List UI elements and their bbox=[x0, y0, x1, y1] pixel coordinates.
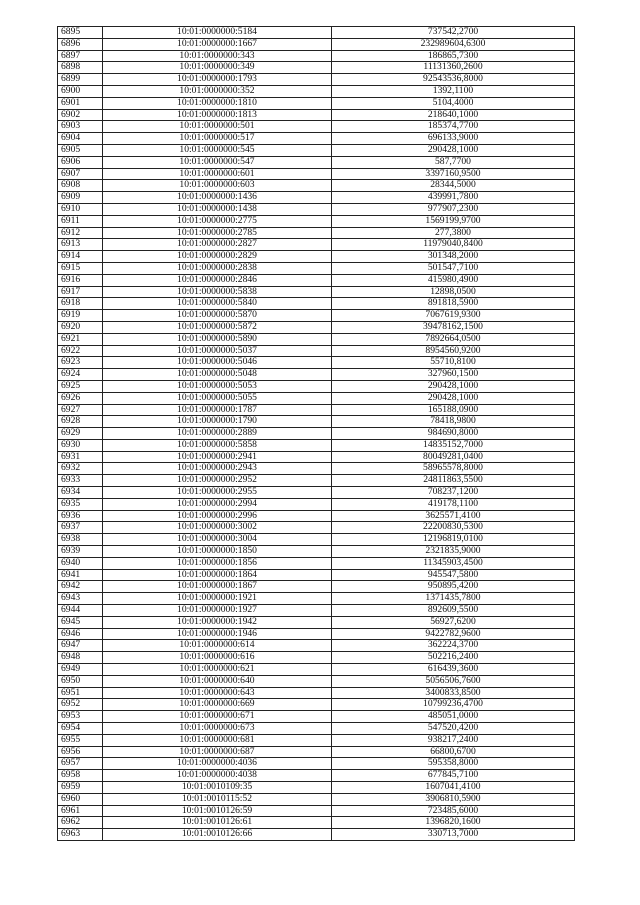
table-row bbox=[58, 711, 575, 723]
table-row bbox=[58, 664, 575, 676]
cadastral-number-cell: 10:01:0000000:547 bbox=[103, 156, 332, 168]
row-number-cell: 6961 bbox=[58, 805, 103, 817]
cadastral-value-cell: 945547,5800 bbox=[332, 569, 575, 581]
cadastral-value-cell: 78418,9800 bbox=[332, 416, 575, 428]
cadastral-number-cell: 10:01:0000000:603 bbox=[103, 180, 332, 192]
cadastral-value-cell: 1396820,1600 bbox=[332, 817, 575, 829]
row-number-cell: 6903 bbox=[58, 121, 103, 133]
row-number-cell: 6910 bbox=[58, 203, 103, 215]
row-number-cell: 6962 bbox=[58, 817, 103, 829]
table-row bbox=[58, 286, 575, 298]
cadastral-value-cell: 977907,2300 bbox=[332, 203, 575, 215]
table-row bbox=[58, 829, 575, 841]
cadastral-number-cell: 10:01:0000000:640 bbox=[103, 675, 332, 687]
cadastral-value-cell: 185374,7700 bbox=[332, 121, 575, 133]
row-number-cell: 6919 bbox=[58, 310, 103, 322]
row-number-cell: 6907 bbox=[58, 168, 103, 180]
row-number-cell: 6963 bbox=[58, 829, 103, 841]
table-row bbox=[58, 498, 575, 510]
table-row bbox=[58, 770, 575, 782]
cadastral-value-cell: 485051,0000 bbox=[332, 711, 575, 723]
table-row bbox=[58, 782, 575, 794]
cadastral-value-cell: 12898,0500 bbox=[332, 286, 575, 298]
cadastral-number-cell: 10:01:0000000:673 bbox=[103, 723, 332, 735]
cadastral-number-cell: 10:01:0000000:501 bbox=[103, 121, 332, 133]
table-row bbox=[58, 805, 575, 817]
cadastral-value-cell: 290428,1000 bbox=[332, 144, 575, 156]
cadastral-number-cell: 10:01:0000000:1438 bbox=[103, 203, 332, 215]
table-row bbox=[58, 345, 575, 357]
cadastral-number-cell: 10:01:0000000:1810 bbox=[103, 97, 332, 109]
row-number-cell: 6898 bbox=[58, 62, 103, 74]
cadastral-value-cell: 501547,7100 bbox=[332, 262, 575, 274]
row-number-cell: 6956 bbox=[58, 746, 103, 758]
table-row bbox=[58, 605, 575, 617]
row-number-cell: 6917 bbox=[58, 286, 103, 298]
table-row bbox=[58, 451, 575, 463]
cadastral-value-cell: 677845,7100 bbox=[332, 770, 575, 782]
row-number-cell: 6930 bbox=[58, 439, 103, 451]
cadastral-number-cell: 10:01:0000000:2952 bbox=[103, 475, 332, 487]
cadastral-value-cell: 8954560,9200 bbox=[332, 345, 575, 357]
row-number-cell: 6960 bbox=[58, 793, 103, 805]
cadastral-value-cell: 587,7700 bbox=[332, 156, 575, 168]
table-row bbox=[58, 180, 575, 192]
table-row bbox=[58, 85, 575, 97]
row-number-cell: 6924 bbox=[58, 369, 103, 381]
row-number-cell: 6906 bbox=[58, 156, 103, 168]
row-number-cell: 6948 bbox=[58, 652, 103, 664]
table-row bbox=[58, 156, 575, 168]
cadastral-value-cell: 616439,3600 bbox=[332, 664, 575, 676]
table-row bbox=[58, 380, 575, 392]
table-row bbox=[58, 74, 575, 86]
cadastral-number-cell: 10:01:0000000:687 bbox=[103, 746, 332, 758]
table-row bbox=[58, 298, 575, 310]
table-row bbox=[58, 793, 575, 805]
cadastral-number-cell: 10:01:0000000:1667 bbox=[103, 38, 332, 50]
cadastral-number-cell: 10:01:0000000:601 bbox=[103, 168, 332, 180]
row-number-cell: 6918 bbox=[58, 298, 103, 310]
table-row bbox=[58, 404, 575, 416]
table-row bbox=[58, 203, 575, 215]
cadastral-value-cell: 66800,6700 bbox=[332, 746, 575, 758]
cadastral-number-cell: 10:01:0000000:3004 bbox=[103, 534, 332, 546]
row-number-cell: 6914 bbox=[58, 251, 103, 263]
cadastral-number-cell: 10:01:0000000:5838 bbox=[103, 286, 332, 298]
cadastral-value-cell: 92543536,8000 bbox=[332, 74, 575, 86]
table-row bbox=[58, 321, 575, 333]
row-number-cell: 6943 bbox=[58, 593, 103, 605]
table-row bbox=[58, 215, 575, 227]
table-row bbox=[58, 27, 575, 39]
row-number-cell: 6922 bbox=[58, 345, 103, 357]
row-number-cell: 6896 bbox=[58, 38, 103, 50]
cadastral-number-cell: 10:01:0000000:5890 bbox=[103, 333, 332, 345]
cadastral-value-cell: 1569199,9700 bbox=[332, 215, 575, 227]
row-number-cell: 6899 bbox=[58, 74, 103, 86]
cadastral-number-cell: 10:01:0000000:349 bbox=[103, 62, 332, 74]
row-number-cell: 6954 bbox=[58, 723, 103, 735]
cadastral-value-cell: 950895,4200 bbox=[332, 581, 575, 593]
cadastral-value-cell: 290428,1000 bbox=[332, 392, 575, 404]
table-row bbox=[58, 616, 575, 628]
row-number-cell: 6909 bbox=[58, 192, 103, 204]
cadastral-value-cell: 56927,6200 bbox=[332, 616, 575, 628]
table-row bbox=[58, 121, 575, 133]
cadastral-value-cell: 1392,1100 bbox=[332, 85, 575, 97]
row-number-cell: 6934 bbox=[58, 487, 103, 499]
cadastral-value-cell: 330713,7000 bbox=[332, 829, 575, 841]
cadastral-value-cell: 3625571,4100 bbox=[332, 510, 575, 522]
cadastral-number-cell: 10:01:0000000:5055 bbox=[103, 392, 332, 404]
row-number-cell: 6928 bbox=[58, 416, 103, 428]
cadastral-value-cell: 55710,8100 bbox=[332, 357, 575, 369]
cadastral-number-cell: 10:01:0000000:621 bbox=[103, 664, 332, 676]
row-number-cell: 6957 bbox=[58, 758, 103, 770]
cadastral-value-cell: 7892664,0500 bbox=[332, 333, 575, 345]
row-number-cell: 6897 bbox=[58, 50, 103, 62]
cadastral-value-cell: 9422782,9600 bbox=[332, 628, 575, 640]
cadastral-number-cell: 10:01:0000000:671 bbox=[103, 711, 332, 723]
cadastral-value-cell: 439991,7800 bbox=[332, 192, 575, 204]
cadastral-number-cell: 10:01:0000000:5872 bbox=[103, 321, 332, 333]
cadastral-number-cell: 10:01:0000000:4038 bbox=[103, 770, 332, 782]
cadastral-number-cell: 10:01:0000000:1856 bbox=[103, 557, 332, 569]
cadastral-number-cell: 10:01:0000000:1790 bbox=[103, 416, 332, 428]
cadastral-number-cell: 10:01:0000000:4036 bbox=[103, 758, 332, 770]
table-row bbox=[58, 569, 575, 581]
cadastral-value-cell: 419178,1100 bbox=[332, 498, 575, 510]
table-row bbox=[58, 699, 575, 711]
cadastral-number-cell: 10:01:0000000:1927 bbox=[103, 605, 332, 617]
row-number-cell: 6912 bbox=[58, 227, 103, 239]
row-number-cell: 6939 bbox=[58, 546, 103, 558]
table-body bbox=[58, 27, 575, 841]
table-row bbox=[58, 310, 575, 322]
row-number-cell: 6933 bbox=[58, 475, 103, 487]
cadastral-number-cell: 10:01:0000000:2994 bbox=[103, 498, 332, 510]
table-row bbox=[58, 734, 575, 746]
row-number-cell: 6926 bbox=[58, 392, 103, 404]
table-row bbox=[58, 439, 575, 451]
cadastral-number-cell: 10:01:0000000:5048 bbox=[103, 369, 332, 381]
table-row bbox=[58, 62, 575, 74]
row-number-cell: 6927 bbox=[58, 404, 103, 416]
cadastral-number-cell: 10:01:0000000:1942 bbox=[103, 616, 332, 628]
cadastral-number-cell: 10:01:0000000:1867 bbox=[103, 581, 332, 593]
row-number-cell: 6958 bbox=[58, 770, 103, 782]
cadastral-number-cell: 10:01:0000000:643 bbox=[103, 687, 332, 699]
row-number-cell: 6952 bbox=[58, 699, 103, 711]
row-number-cell: 6945 bbox=[58, 616, 103, 628]
row-number-cell: 6905 bbox=[58, 144, 103, 156]
cadastral-value-cell: 547520,4200 bbox=[332, 723, 575, 735]
cadastral-value-cell: 11979040,8400 bbox=[332, 239, 575, 251]
table-row bbox=[58, 640, 575, 652]
table-row bbox=[58, 487, 575, 499]
cadastral-value-cell: 362224,3700 bbox=[332, 640, 575, 652]
table-row bbox=[58, 628, 575, 640]
cadastral-number-cell: 10:01:0000000:517 bbox=[103, 133, 332, 145]
table-row bbox=[58, 723, 575, 735]
row-number-cell: 6923 bbox=[58, 357, 103, 369]
cadastral-number-cell: 10:01:0010115:52 bbox=[103, 793, 332, 805]
cadastral-value-cell: 984690,8000 bbox=[332, 428, 575, 440]
row-number-cell: 6929 bbox=[58, 428, 103, 440]
table-row bbox=[58, 192, 575, 204]
table-row bbox=[58, 475, 575, 487]
row-number-cell: 6942 bbox=[58, 581, 103, 593]
cadastral-value-cell: 39478162,1500 bbox=[332, 321, 575, 333]
cadastral-value-cell: 595358,8000 bbox=[332, 758, 575, 770]
cadastral-value-cell: 12196819,0100 bbox=[332, 534, 575, 546]
cadastral-number-cell: 10:01:0000000:5053 bbox=[103, 380, 332, 392]
row-number-cell: 6895 bbox=[58, 27, 103, 39]
cadastral-value-table bbox=[57, 26, 575, 841]
table-row bbox=[58, 758, 575, 770]
table-row bbox=[58, 227, 575, 239]
cadastral-number-cell: 10:01:0010126:59 bbox=[103, 805, 332, 817]
cadastral-number-cell: 10:01:0000000:5037 bbox=[103, 345, 332, 357]
cadastral-number-cell: 10:01:0000000:2943 bbox=[103, 463, 332, 475]
table-row bbox=[58, 133, 575, 145]
cadastral-value-cell: 696133,9000 bbox=[332, 133, 575, 145]
cadastral-value-cell: 7067619,9300 bbox=[332, 310, 575, 322]
table-row bbox=[58, 369, 575, 381]
cadastral-number-cell: 10:01:0000000:2785 bbox=[103, 227, 332, 239]
cadastral-value-cell: 1371435,7800 bbox=[332, 593, 575, 605]
row-number-cell: 6925 bbox=[58, 380, 103, 392]
cadastral-number-cell: 10:01:0000000:2846 bbox=[103, 274, 332, 286]
cadastral-value-cell: 3397160,9500 bbox=[332, 168, 575, 180]
table-row bbox=[58, 675, 575, 687]
cadastral-number-cell: 10:01:0000000:2955 bbox=[103, 487, 332, 499]
cadastral-number-cell: 10:01:0000000:1946 bbox=[103, 628, 332, 640]
table-row bbox=[58, 392, 575, 404]
cadastral-number-cell: 10:01:0000000:3002 bbox=[103, 522, 332, 534]
table-row bbox=[58, 546, 575, 558]
row-number-cell: 6900 bbox=[58, 85, 103, 97]
cadastral-number-cell: 10:01:0000000:1813 bbox=[103, 109, 332, 121]
cadastral-value-cell: 2321835,9000 bbox=[332, 546, 575, 558]
table-row bbox=[58, 522, 575, 534]
cadastral-value-cell: 708237,1200 bbox=[332, 487, 575, 499]
row-number-cell: 6950 bbox=[58, 675, 103, 687]
cadastral-number-cell: 10:01:0000000:2838 bbox=[103, 262, 332, 274]
cadastral-number-cell: 10:01:0000000:1436 bbox=[103, 192, 332, 204]
cadastral-number-cell: 10:01:0000000:1787 bbox=[103, 404, 332, 416]
table-row bbox=[58, 97, 575, 109]
cadastral-number-cell: 10:01:0000000:1864 bbox=[103, 569, 332, 581]
table-row bbox=[58, 557, 575, 569]
row-number-cell: 6921 bbox=[58, 333, 103, 345]
cadastral-value-cell: 165188,0900 bbox=[332, 404, 575, 416]
cadastral-number-cell: 10:01:0000000:545 bbox=[103, 144, 332, 156]
row-number-cell: 6944 bbox=[58, 605, 103, 617]
cadastral-number-cell: 10:01:0000000:614 bbox=[103, 640, 332, 652]
table-row bbox=[58, 109, 575, 121]
cadastral-value-cell: 14835152,7000 bbox=[332, 439, 575, 451]
cadastral-value-cell: 277,3800 bbox=[332, 227, 575, 239]
row-number-cell: 6935 bbox=[58, 498, 103, 510]
row-number-cell: 6908 bbox=[58, 180, 103, 192]
row-number-cell: 6931 bbox=[58, 451, 103, 463]
cadastral-value-cell: 5056506,7600 bbox=[332, 675, 575, 687]
row-number-cell: 6937 bbox=[58, 522, 103, 534]
row-number-cell: 6936 bbox=[58, 510, 103, 522]
cadastral-number-cell: 10:01:0000000:5046 bbox=[103, 357, 332, 369]
cadastral-value-cell: 892609,5500 bbox=[332, 605, 575, 617]
cadastral-number-cell: 10:01:0000000:5858 bbox=[103, 439, 332, 451]
cadastral-value-cell: 218640,1000 bbox=[332, 109, 575, 121]
row-number-cell: 6941 bbox=[58, 569, 103, 581]
cadastral-number-cell: 10:01:0000000:616 bbox=[103, 652, 332, 664]
cadastral-value-cell: 290428,1000 bbox=[332, 380, 575, 392]
cadastral-value-cell: 28344,5000 bbox=[332, 180, 575, 192]
table-row bbox=[58, 416, 575, 428]
row-number-cell: 6901 bbox=[58, 97, 103, 109]
cadastral-value-cell: 11131360,2600 bbox=[332, 62, 575, 74]
cadastral-value-cell: 1607041,4100 bbox=[332, 782, 575, 794]
table-row bbox=[58, 333, 575, 345]
row-number-cell: 6955 bbox=[58, 734, 103, 746]
cadastral-number-cell: 10:01:0000000:5184 bbox=[103, 27, 332, 39]
cadastral-value-cell: 11345903,4500 bbox=[332, 557, 575, 569]
row-number-cell: 6902 bbox=[58, 109, 103, 121]
cadastral-number-cell: 10:01:0000000:2889 bbox=[103, 428, 332, 440]
cadastral-value-cell: 938217,2400 bbox=[332, 734, 575, 746]
row-number-cell: 6951 bbox=[58, 687, 103, 699]
cadastral-number-cell: 10:01:0000000:1850 bbox=[103, 546, 332, 558]
cadastral-value-cell: 415980,4900 bbox=[332, 274, 575, 286]
table-row bbox=[58, 262, 575, 274]
table-row bbox=[58, 687, 575, 699]
cadastral-value-cell: 3906810,5900 bbox=[332, 793, 575, 805]
row-number-cell: 6904 bbox=[58, 133, 103, 145]
cadastral-number-cell: 10:01:0000000:1793 bbox=[103, 74, 332, 86]
cadastral-value-cell: 737542,2700 bbox=[332, 27, 575, 39]
row-number-cell: 6911 bbox=[58, 215, 103, 227]
cadastral-number-cell: 10:01:0000000:5870 bbox=[103, 310, 332, 322]
cadastral-value-cell: 232989604,6300 bbox=[332, 38, 575, 50]
cadastral-value-cell: 723485,6000 bbox=[332, 805, 575, 817]
cadastral-value-cell: 5104,4000 bbox=[332, 97, 575, 109]
cadastral-number-cell: 10:01:0000000:2829 bbox=[103, 251, 332, 263]
cadastral-number-cell: 10:01:0010126:66 bbox=[103, 829, 332, 841]
cadastral-value-cell: 58965578,8000 bbox=[332, 463, 575, 475]
table-row bbox=[58, 168, 575, 180]
cadastral-number-cell: 10:01:0000000:2941 bbox=[103, 451, 332, 463]
cadastral-value-cell: 3400833,8500 bbox=[332, 687, 575, 699]
table-row bbox=[58, 144, 575, 156]
cadastral-value-cell: 327960,1500 bbox=[332, 369, 575, 381]
cadastral-number-cell: 10:01:0000000:681 bbox=[103, 734, 332, 746]
cadastral-number-cell: 10:01:0000000:1921 bbox=[103, 593, 332, 605]
row-number-cell: 6932 bbox=[58, 463, 103, 475]
table-row bbox=[58, 463, 575, 475]
table-row bbox=[58, 581, 575, 593]
row-number-cell: 6913 bbox=[58, 239, 103, 251]
row-number-cell: 6959 bbox=[58, 782, 103, 794]
cadastral-value-cell: 22200830,5300 bbox=[332, 522, 575, 534]
cadastral-value-cell: 502216,2400 bbox=[332, 652, 575, 664]
table-row bbox=[58, 251, 575, 263]
row-number-cell: 6920 bbox=[58, 321, 103, 333]
cadastral-value-cell: 186865,7300 bbox=[332, 50, 575, 62]
table-row bbox=[58, 357, 575, 369]
cadastral-value-cell: 80049281,0400 bbox=[332, 451, 575, 463]
cadastral-value-cell: 10799236,4700 bbox=[332, 699, 575, 711]
cadastral-value-cell: 301348,2000 bbox=[332, 251, 575, 263]
cadastral-number-cell: 10:01:0000000:5840 bbox=[103, 298, 332, 310]
table-row bbox=[58, 38, 575, 50]
table-row bbox=[58, 534, 575, 546]
cadastral-number-cell: 10:01:0000000:352 bbox=[103, 85, 332, 97]
cadastral-number-cell: 10:01:0000000:343 bbox=[103, 50, 332, 62]
table-row bbox=[58, 428, 575, 440]
cadastral-number-cell: 10:01:0000000:2775 bbox=[103, 215, 332, 227]
table-row bbox=[58, 50, 575, 62]
row-number-cell: 6946 bbox=[58, 628, 103, 640]
cadastral-value-cell: 24811863,5500 bbox=[332, 475, 575, 487]
table-row bbox=[58, 652, 575, 664]
table-row bbox=[58, 817, 575, 829]
row-number-cell: 6953 bbox=[58, 711, 103, 723]
table-row bbox=[58, 593, 575, 605]
row-number-cell: 6938 bbox=[58, 534, 103, 546]
cadastral-number-cell: 10:01:0000000:669 bbox=[103, 699, 332, 711]
row-number-cell: 6949 bbox=[58, 664, 103, 676]
row-number-cell: 6916 bbox=[58, 274, 103, 286]
cadastral-number-cell: 10:01:0000000:2827 bbox=[103, 239, 332, 251]
cadastral-value-cell: 891818,5900 bbox=[332, 298, 575, 310]
row-number-cell: 6940 bbox=[58, 557, 103, 569]
cadastral-number-cell: 10:01:0010109:35 bbox=[103, 782, 332, 794]
table-row bbox=[58, 239, 575, 251]
row-number-cell: 6915 bbox=[58, 262, 103, 274]
row-number-cell: 6947 bbox=[58, 640, 103, 652]
cadastral-number-cell: 10:01:0010126:61 bbox=[103, 817, 332, 829]
table-row bbox=[58, 746, 575, 758]
table-row bbox=[58, 510, 575, 522]
table-row bbox=[58, 274, 575, 286]
cadastral-number-cell: 10:01:0000000:2996 bbox=[103, 510, 332, 522]
